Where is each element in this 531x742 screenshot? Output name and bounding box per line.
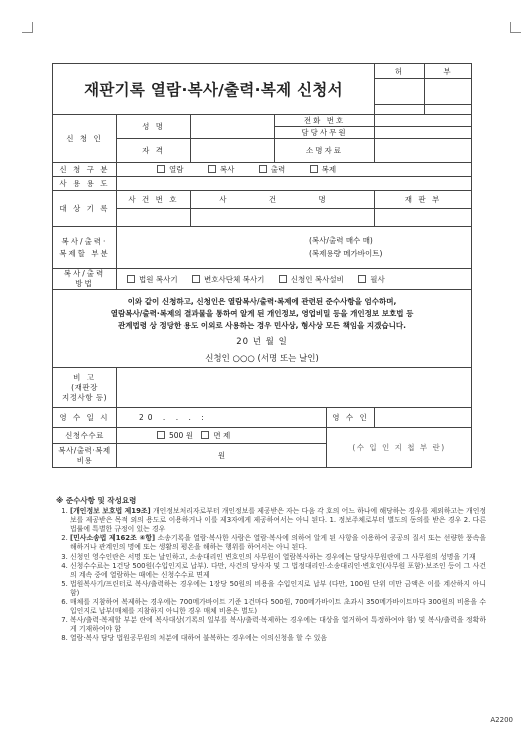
copy-method-label: 복사/출력 방법 — [53, 269, 117, 290]
evidence-label: 소명자료 — [275, 139, 375, 163]
approval-no-box[interactable] — [425, 79, 472, 105]
form-code: A2200 — [490, 716, 513, 724]
checkbox[interactable] — [192, 275, 200, 283]
type-view-option[interactable]: 열람 — [157, 165, 184, 174]
declaration-line-3: 관계법령 상 정당한 용도 이외로 사용하는 경우 민사상, 형사상 모든 책임을 지겠습니다. — [118, 321, 407, 330]
court-division-field[interactable] — [375, 209, 472, 227]
staff-field[interactable] — [375, 127, 472, 139]
form-title: 재판기록 열람·복사/출력·복제 신청서 — [84, 81, 343, 99]
receipt-datetime-field[interactable]: 20 . . . : — [117, 408, 327, 428]
fee-label: 신청수수료 — [53, 428, 117, 444]
declaration-block — [53, 290, 472, 368]
instruction-item: 7. 복사/출력·복제할 부분 란에 복사대상(기록의 일부를 복사/출력·복제하는 경우에는 대상을 열거하여 특정하여야 함) 및 복사/출력을 정확하게 기재하여야 함 — [70, 616, 486, 634]
checkbox[interactable] — [157, 431, 165, 439]
method-court-copier-option[interactable]: 법원 복사기 — [127, 275, 178, 284]
court-division-label: 재 판 부 — [375, 191, 472, 209]
method-applicant-equipment-option[interactable]: 신청인 복사설비 — [279, 275, 344, 284]
instruction-item: 8. 열람·복사 담당 법원공무원의 처분에 대하여 불복하는 경우에는 이의신청을 할 수 있음 — [70, 634, 486, 643]
type-duplicate-option[interactable]: 복제 — [310, 165, 337, 174]
instruction-item: 2. [민사소송법 제162조 ④항] 소송기록을 열람·복사한 사람은 열람·복사에 의하여 알게 된 사항을 이용하여 공공의 질서 또는 선량한 풍속을 해하거나 관계인의 명예 또는 생활의 평온을 해하는 행위를 하여서는 아니 된다. — [70, 534, 486, 552]
copy-part-field[interactable] — [117, 227, 472, 269]
checkbox[interactable] — [310, 165, 318, 173]
case-name-label: 사 건 명 — [191, 191, 375, 209]
phone-label: 전화 번호 — [275, 115, 375, 127]
instruction-item: 1. [개인정보 보호법 제19조] 개인정보처리자로부터 개인정보를 제공받은 자는 다음 각 호의 어느 하나에 해당하는 경우를 제외하고는 개인정보를 제공받은 목적 외의 용도로 이용하거나 이를 제3자에게 제공하여서는 아니 된다. 1. 정보주체로부터 별도의 동의를 받은 경우 2. 다른 법률에 특별한 규정이 있는 경우 — [70, 507, 486, 534]
fee-500-option[interactable]: 500 원 — [157, 431, 193, 440]
crop-mark-top-right — [510, 22, 521, 33]
copy-count-text: (복사/출력 매수 매) — [309, 236, 373, 245]
fee-exempt-option[interactable]: 면 제 — [201, 431, 230, 440]
receipt-datetime-label: 영 수 일 시 — [53, 408, 117, 428]
declaration-line-1: 이와 같이 신청하고, 신청인은 열람복사/출력·복제에 관련된 준수사항을 엄수하며, — [127, 297, 397, 306]
purpose-field[interactable] — [117, 177, 472, 191]
approval-no-label: 부 — [425, 64, 472, 79]
checkbox[interactable] — [279, 275, 287, 283]
phone-field[interactable] — [375, 115, 472, 127]
receiver-field[interactable] — [375, 408, 472, 428]
copy-volume-text: (복제용량 메가바이트) — [309, 249, 383, 258]
remarks-label: 비 고 (재판장 지정사항 등) — [53, 368, 117, 408]
instruction-item: 3. 신청인 영수인란은 서명 또는 날인하고, 소송대리인 변호인의 사무원이 열람복사하는 경우에는 담당사무원란에 그 사무원의 성명을 기재 — [70, 553, 486, 562]
revenue-stamp-area: (수 입 인 지 첩 부 란) — [327, 428, 472, 468]
declaration-date[interactable]: 20 년 월 일 — [236, 337, 288, 347]
cost-label: 복사/출력·복제 비용 — [53, 444, 117, 468]
staff-label: 담당사무원 — [275, 127, 375, 139]
title-cell — [53, 64, 375, 115]
instruction-item: 6. 매체를 지참하여 복제하는 경우에는 700메가바이트 기준 1건마다 500원, 700메가바이트 초과시 350메가바이트마다 300원의 비용을 수입인지로 납부(매체를 지참하지 아니한 경우 매체 비용은 별도) — [70, 598, 486, 616]
qualification-label: 자 격 — [117, 139, 191, 163]
qualification-field[interactable] — [191, 139, 275, 163]
checkbox[interactable] — [259, 165, 267, 173]
checkbox[interactable] — [201, 431, 209, 439]
fee-options — [117, 428, 327, 444]
instruction-item: 4. 신청수수료는 1건당 500원(수입인지로 납부). 다만, 사건의 당사자 및 그 법정대리인·소송대리인·변호인(사무원 포함)·보조인 등이 그 사건의 계속 중에 열람하는 때에는 신청수수료 면제 — [70, 562, 486, 580]
type-copy-option[interactable]: 복사 — [208, 165, 235, 174]
applicant-section-label: 신 청 인 — [53, 115, 117, 163]
method-bar-copier-option[interactable]: 변호사단체 복사기 — [192, 275, 264, 284]
cost-field[interactable] — [117, 444, 327, 468]
method-handwritten-option[interactable]: 필사 — [358, 275, 385, 284]
instructions-section — [56, 496, 486, 644]
copy-method-options — [117, 269, 472, 290]
applicant-signature[interactable]: 신청인 ○○○ (서명 또는 날인) — [205, 354, 319, 364]
checkbox[interactable] — [127, 275, 135, 283]
remarks-field[interactable] — [117, 368, 472, 408]
request-type-label: 신 청 구 분 — [53, 163, 117, 177]
crop-mark-top-left — [22, 22, 33, 33]
checkbox[interactable] — [208, 165, 216, 173]
declaration-line-2: 열람복사/출력·복제의 결과물을 통하여 알게 된 개인정보, 영업비밀 등을 개인정보 보호법 등 — [110, 309, 414, 318]
instructions-list — [56, 507, 486, 643]
case-number-label: 사 건 번 호 — [117, 191, 191, 209]
request-type-options — [117, 163, 472, 177]
case-number-field[interactable] — [117, 209, 191, 227]
name-label: 성 명 — [117, 115, 191, 139]
purpose-label: 사 용 용 도 — [53, 177, 117, 191]
case-name-field[interactable] — [191, 209, 375, 227]
name-field[interactable] — [191, 115, 275, 139]
cost-unit: 원 — [217, 451, 226, 460]
type-print-option[interactable]: 출력 — [259, 165, 286, 174]
checkbox[interactable] — [358, 275, 366, 283]
receiver-label: 영 수 인 — [327, 408, 375, 428]
instructions-title: ※ 준수사항 및 작성요령 — [56, 496, 137, 505]
approval-yes-box[interactable] — [375, 79, 425, 105]
evidence-field[interactable] — [375, 139, 472, 163]
approval-yes-label: 허 — [375, 64, 425, 79]
target-record-label: 대 상 기 록 — [53, 191, 117, 227]
application-form-table — [52, 63, 472, 468]
copy-part-label: 복사/출력· 복제할 부분 — [53, 227, 117, 269]
checkbox[interactable] — [157, 165, 165, 173]
instruction-item: 5. 법원복사기/프린터로 복사/출력하는 경우에는 1장당 50원의 비용을 수입인지로 납부 (다만, 100원 단위 미만 금액은 이를 계산하지 아니함) — [70, 580, 486, 598]
